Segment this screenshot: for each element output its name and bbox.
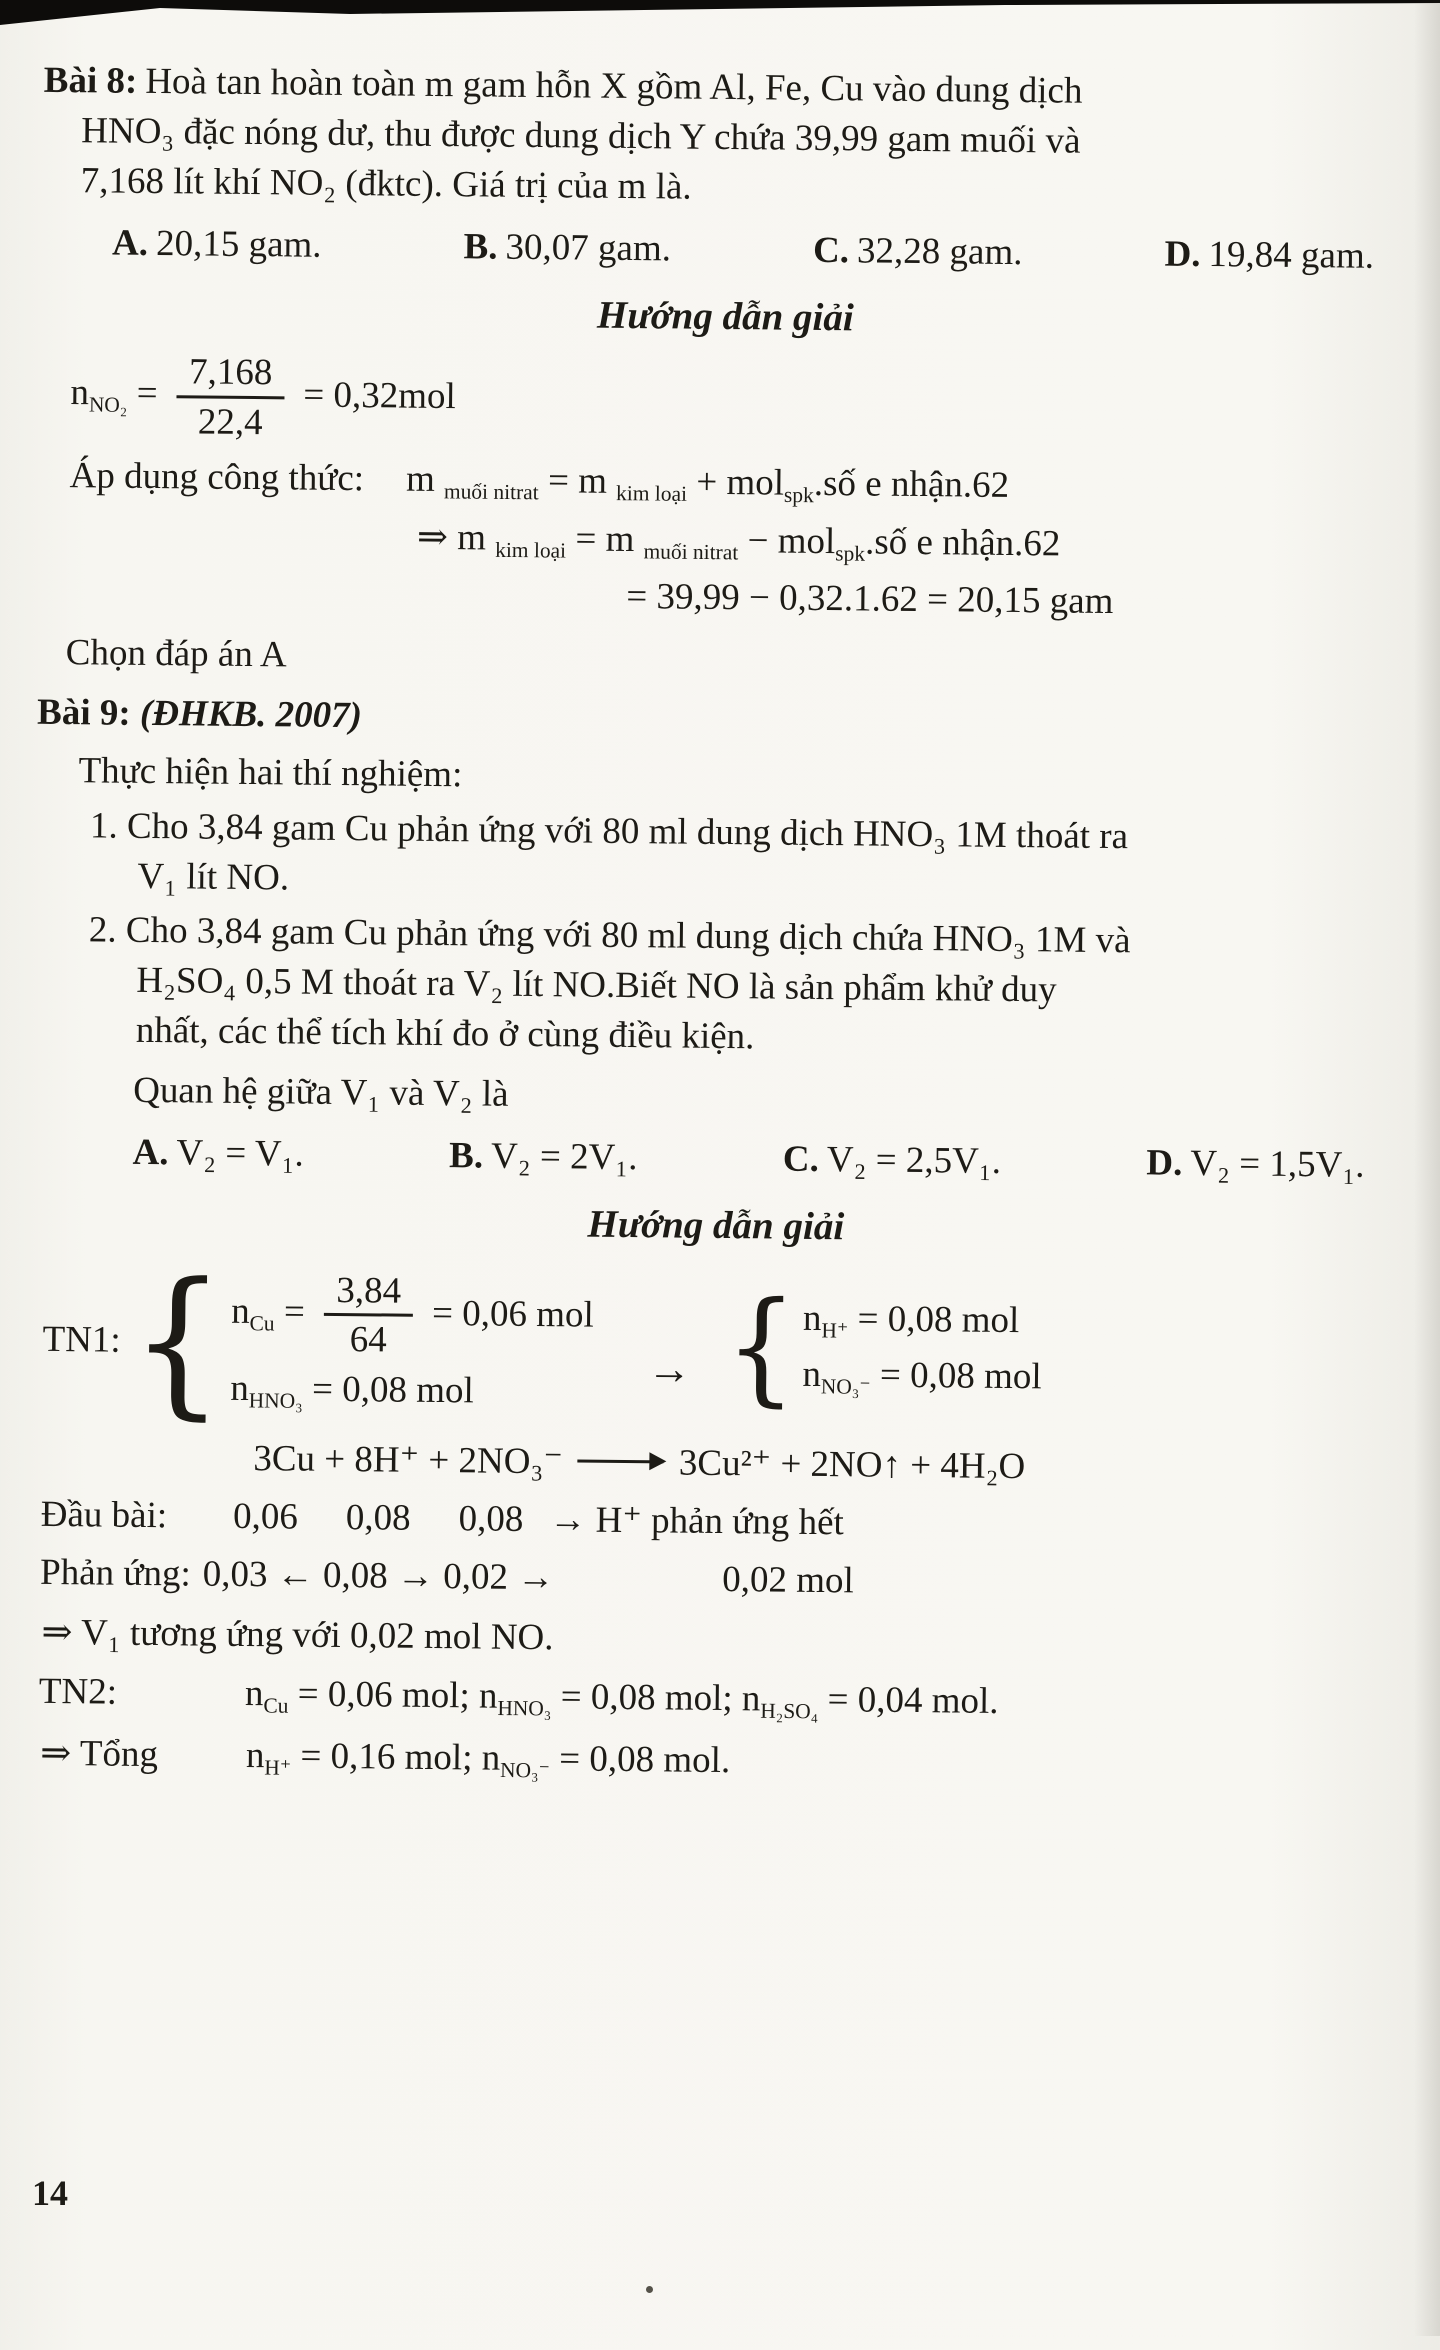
tn1-hno3-mole-line: $n_{HNO_3} = 0,08$ mol <box>230 1367 474 1413</box>
choose-answer-8: Chọn đáp án A <box>65 631 287 676</box>
tn1-left-column <box>230 1268 594 1418</box>
tn1-no3-mole-line: $n_{NO_3^-} = 0,08$ mol <box>802 1353 1042 1399</box>
scan-speck <box>646 2286 653 2293</box>
answer-option-8b <box>463 222 671 274</box>
tn2-label: TN2: <box>38 1671 118 1714</box>
problem-8-line-3: 7,168 lít khí NO₂ (đktc). Giá trị của m là. <box>80 160 692 208</box>
answer-option-9a <box>132 1128 304 1180</box>
answer-option-8c <box>813 226 1023 278</box>
experiment-2-line-1: 2. Cho 3,84 gam Cu phản ứng với 80 ml dung dịch chứa HNO₃ 1M và <box>88 909 1131 962</box>
experiment-1-line-2: V₁ lít NO. <box>137 856 290 899</box>
answer-option-9d <box>1146 1139 1365 1191</box>
option-label: C. <box>812 229 850 272</box>
initial-note: → H⁺ phản ứng hết <box>549 1498 845 1543</box>
formula-nitrate-salt: m $_{muối nitrat}$ = m $_{kim loại}$ + mol$_{spk}$.số e nhận.62 <box>405 458 1010 508</box>
reaction-right-side: 3Cu²⁺ + 2NO↑ + 4H₂O <box>678 1442 1026 1487</box>
implies-arrow: → <box>646 1344 692 1394</box>
option-text: V₂ = 2,5V₁. <box>826 1139 1002 1183</box>
option-text: 30,07 gam. <box>505 226 672 270</box>
option-label: D. <box>1164 233 1201 275</box>
problem-8-line-2: HNO₃ đặc nóng dư, thu được dung dịch Y chứa 39,99 gam muối và <box>81 110 1081 162</box>
tn1-cu-mole-line: $n_{Cu}$ = $\frac{3,84}{64}$ = 0,06 mol <box>230 1269 594 1361</box>
reaction-result: 0,02 mol <box>722 1558 854 1601</box>
problem-9-source: (ĐHKB. 2007) <box>139 692 363 736</box>
option-text: 19,84 gam. <box>1208 233 1375 277</box>
initial-value-3: 0,08 <box>458 1497 524 1540</box>
left-brace: { <box>129 1247 226 1435</box>
reaction-left-side: 3Cu + 8H⁺ + 2NO₃⁻ <box>253 1437 564 1483</box>
total-line <box>40 1729 1394 1794</box>
tn2-line <box>39 1667 1395 1732</box>
tn2-moles: $n_{Cu} = 0,06$ mol; $n_{HNO_3} = 0,08$ mol; $n_{H_2SO_4} = 0,04$ mol. <box>244 1673 999 1724</box>
formula-metal-mass: ⇒ m $_{kim loại}$ = m $_{muối nitrat}$ − mol$_{spk}$.số e nhận.62 <box>416 516 1061 566</box>
initial-value-2: 0,08 <box>345 1496 411 1539</box>
option-label: B. <box>448 1135 484 1177</box>
option-text: V₂ = V₁. <box>176 1132 304 1175</box>
solution-8-heading: Hướng dẫn giải <box>596 293 854 340</box>
option-label: A. <box>132 1131 169 1174</box>
reaction-arrow-icon <box>577 1459 663 1463</box>
option-label: D. <box>1146 1142 1183 1184</box>
answer-option-9b <box>449 1131 638 1183</box>
total-moles: $n_{H^+} = 0,16$ mol; $n_{NO_3^-} = 0,08$ mol. <box>245 1734 731 1783</box>
experiment-1 <box>89 802 1404 916</box>
solution-9-heading: Hướng dẫn giải <box>587 1202 845 1249</box>
problem-9-label: Bài 9: <box>36 691 131 734</box>
option-text: V₂ = 2V₁. <box>490 1135 638 1179</box>
reaction-amounts-row <box>40 1547 1396 1611</box>
option-label: B. <box>463 226 498 268</box>
answer-option-8d <box>1164 229 1374 281</box>
total-label: ⇒ Tổng <box>40 1732 159 1775</box>
experiment-2-line-2: H₂SO₄ 0,5 M thoát ra V₂ lít NO.Biết NO là sản phẩm khử duy <box>136 960 1057 1011</box>
option-label: A. <box>111 222 149 264</box>
page-number: 14 <box>32 2173 68 2213</box>
reaction-equation <box>253 1434 1397 1496</box>
relation-question: Quan hệ giữa V₁ và V₂ là <box>132 1069 509 1115</box>
answer-options-9 <box>132 1128 1364 1191</box>
option-label: C. <box>782 1138 820 1181</box>
v1-conclusion-line: ⇒ V₁ tương ứng với 0,02 mol NO. <box>41 1611 554 1658</box>
answer-option-9c <box>783 1135 1002 1187</box>
option-text: 32,28 gam. <box>856 230 1023 273</box>
answer-options-8 <box>112 218 1374 281</box>
problem-8-text-1: Hoà tan hoàn toàn m gam hỗn X gồm Al, Fe, Cu vào dung dịch <box>145 60 1083 112</box>
answer-option-8a <box>112 218 322 270</box>
formula-result: = 39,99 − 0,32.1.62 = 20,15 gam <box>626 575 1114 622</box>
reaction-row-label: Phản ứng: <box>39 1551 191 1595</box>
tn1-hplus-mole-line: $n_{H^+} = 0,08$ mol <box>802 1298 1020 1344</box>
problem-8-label: Bài 8: <box>43 59 138 102</box>
apply-formula-label: Áp dụng công thức: <box>69 455 365 500</box>
tn1-system <box>42 1247 1399 1435</box>
initial-row-label: Đầu bài: <box>40 1493 168 1536</box>
apply-formula-line <box>69 451 1407 516</box>
problem-9-header <box>37 687 1405 751</box>
right-brace: { <box>724 1275 798 1419</box>
tn1-label: TN1: <box>42 1318 121 1361</box>
option-text: V₂ = 1,5V₁. <box>1190 1143 1365 1186</box>
experiment-2 <box>88 906 1403 1070</box>
experiment-1-line-1: 1. Cho 3,84 gam Cu phản ứng với 80 ml dung dịch HNO₃ 1M thoát ra <box>89 805 1129 858</box>
n-no2-mole-line: $n_{NO_2}$ = $\frac{7,168}{22,4}$ = 0,32mol <box>70 351 456 443</box>
reaction-values: 0,03 ← 0,08 → 0,02 → <box>202 1553 555 1598</box>
experiments-intro: Thực hiện hai thí nghiệm: <box>78 749 463 795</box>
initial-value-1: 0,06 <box>232 1495 299 1538</box>
tn1-right-column <box>802 1294 1042 1403</box>
experiment-2-line-3: nhất, các thể tích khí đo ở cùng điều kiện. <box>135 1010 755 1058</box>
initial-amounts-row <box>41 1490 1397 1554</box>
option-text: 20,15 gam. <box>155 222 322 266</box>
